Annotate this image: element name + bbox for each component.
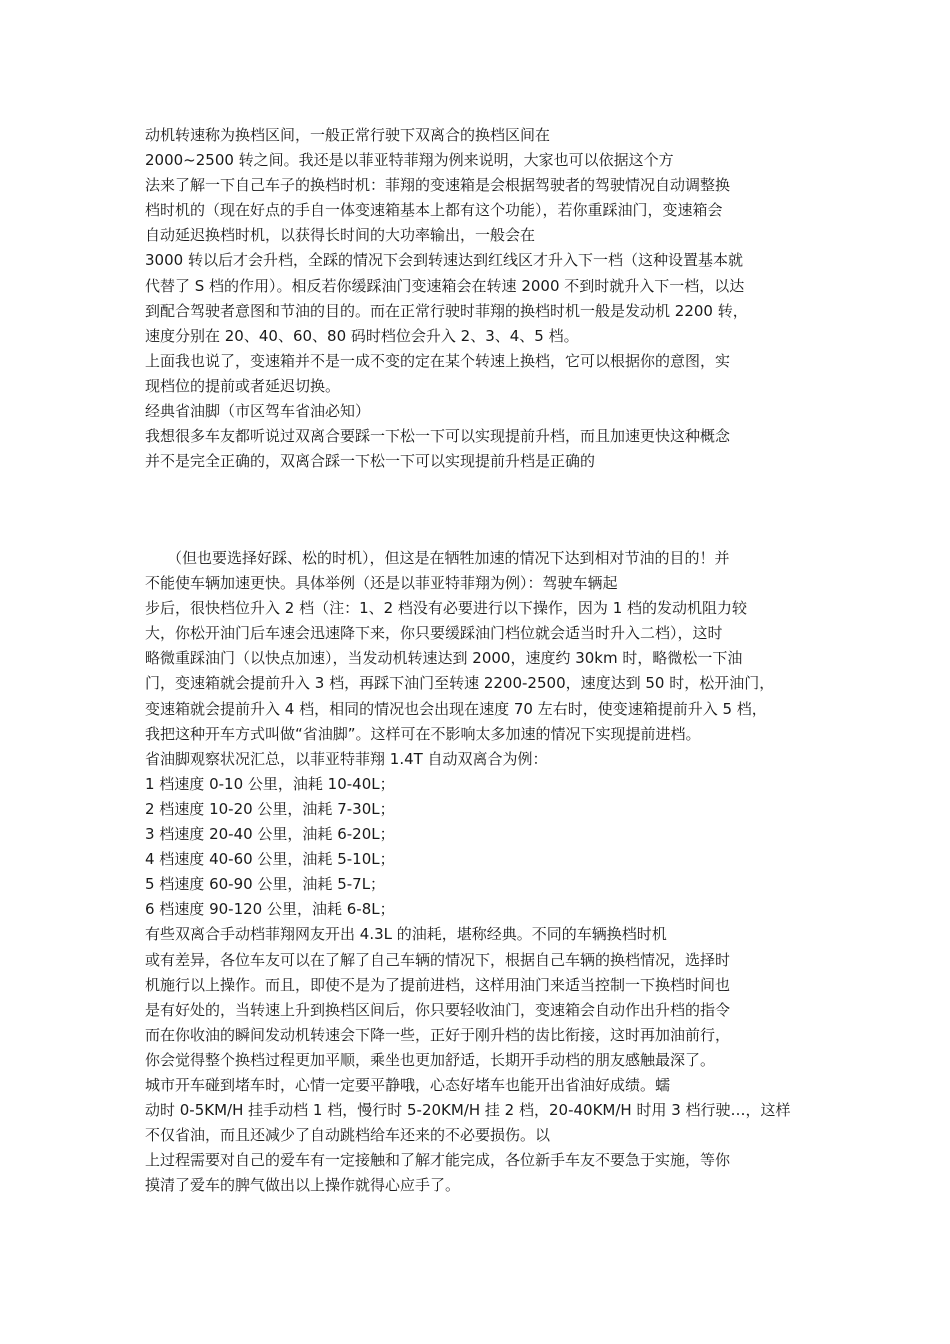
gear-list-item: 6 档速度 90-120 公里，油耗 6-8L； — [145, 900, 395, 919]
text-line: 摸清了爱车的脾气做出以上操作就得心应手了。 — [145, 1176, 461, 1195]
text-line: 是有好处的，当转速上升到换档区间后，你只要轻收油门，变速箱会自动作出升档的指令 — [145, 1000, 731, 1019]
gear-list-item: 4 档速度 40-60 公里，油耗 5-10L； — [145, 850, 395, 869]
text-line: 档时机的（现在好点的手自一体变速箱基本上都有这个功能），若你重踩油门，变速箱会 — [145, 201, 723, 220]
text-line: （但也要选择好踩、松的时机），但这是在牺牲加速的情况下达到相对节油的目的！并 — [167, 549, 730, 567]
text-line: 上面我也说了，变速箱并不是一成不变的定在某个转速上换档，它可以根据你的意图，实 — [145, 351, 731, 370]
text-line: 我想很多车友都听说过双离合要踩一下松一下可以实现提前升档，而且加速更快这种概念 — [145, 427, 731, 446]
gear-list-item: 5 档速度 60-90 公里，油耗 5-7L； — [145, 875, 386, 894]
section-heading: 经典省油脚（市区驾车省油必知） — [145, 402, 371, 421]
gear-list-item: 1 档速度 0-10 公里，油耗 10-40L； — [145, 774, 395, 793]
text-line: 到配合驾驶者意图和节油的目的。而在正常行驶时菲翔的换档时机一般是发动机 2200 转， — [145, 301, 748, 320]
text-section-1 — [145, 123, 815, 474]
text-line: 3000 转以后才会升档，全踩的情况下会到转速达到红线区才升入下一档（这种设置基本就 — [145, 251, 743, 270]
gear-list-item: 3 档速度 20-40 公里，油耗 6-20L； — [145, 825, 395, 844]
text-line: 或有差异，各位车友可以在了解了自己车辆的情况下，根据自己车辆的换档情况，选择时 — [145, 950, 731, 969]
text-line: 动时 0-5KM/H 挂手动档 1 档，慢行时 5-20KM/H 挂 2 档，20-40KM/H 时用 3 档行驶…，这样 — [145, 1101, 791, 1120]
text-line: 不仅省油，而且还减少了自动跳档给车还来的不必要损伤。以 — [145, 1126, 551, 1145]
text-line: 而在你收油的瞬间发动机转速会下降一些，正好于刚升档的齿比衔接，这时再加油前行， — [145, 1025, 731, 1044]
text-line: 变速箱就会提前升入 4 档，相同的情况也会出现在速度 70 左右时，使变速箱提前升入 5 档， — [145, 699, 767, 718]
text-line: 代替了 S 档的作用）。相反若你缓踩油门变速箱会在转速 2000 不到时就升入下一档，以达 — [145, 276, 745, 295]
text-line: 自动延迟换档时机，以获得长时间的大功率输出，一般会在 — [145, 226, 536, 245]
text-line: 机施行以上操作。而且，即使不是为了提前进档，这样用油门来适当控制一下换档时间也 — [145, 975, 731, 994]
text-line: 法来了解一下自己车子的换档时机：菲翔的变速箱是会根据驾驶者的驾驶情况自动调整换 — [145, 176, 731, 195]
text-line: 门，变速箱就会提前升入 3 档，再踩下油门至转速 2200-2500，速度达到 50 时，松开油门， — [145, 674, 775, 693]
text-line: 步后，很快档位升入 2 档（注：1、2 档没有必要进行以下操作，因为 1 档的发动机阻力较 — [145, 599, 748, 618]
text-line: 省油脚观察状况汇总，以菲亚特菲翔 1.4T 自动双离合为例： — [145, 749, 548, 768]
text-line: 大，你松开油门后车速会迅速降下来，你只要缓踩油门档位就会适当时升入二档），这时 — [145, 624, 723, 643]
gear-list-item: 2 档速度 10-20 公里，油耗 7-30L； — [145, 799, 395, 818]
text-section-2 — [145, 546, 815, 1198]
text-line: 现档位的提前或者延迟切换。 — [145, 376, 341, 395]
text-line: 2000~2500 转之间。我还是以菲亚特菲翔为例来说明，大家也可以依据这个方 — [145, 151, 674, 170]
text-line: 并不是完全正确的，双离合踩一下松一下可以实现提前升档是正确的 — [145, 452, 596, 471]
text-line: 不能使车辆加速更快。具体举例（还是以菲亚特菲翔为例）：驾驶车辆起 — [145, 574, 618, 593]
text-line: 动机转速称为换档区间，一般正常行驶下双离合的换档区间在 — [145, 126, 551, 144]
text-line: 略微重踩油门（以快点加速），当发动机转速达到 2000，速度约 30km 时，略微松一下油 — [145, 649, 743, 668]
text-line: 我把这种开车方式叫做“省油脚”。这样可在不影响太多加速的情况下实现提前进档。 — [145, 724, 701, 743]
text-line: 城市开车碰到堵车时，心情一定要平静哦，心态好堵车也能开出省油好成绩。蠕 — [145, 1075, 671, 1094]
text-line: 你会觉得整个换档过程更加平顺，乘坐也更加舒适，长期开手动档的朋友感触最深了。 — [145, 1050, 716, 1069]
text-line: 速度分别在 20、40、60、80 码时档位会升入 2、3、4、5 档。 — [145, 326, 579, 345]
text-line: 上过程需要对自己的爱车有一定接触和了解才能完成，各位新手车友不要急于实施，等你 — [145, 1151, 731, 1170]
text-line: 有些双离合手动档菲翔网友开出 4.3L 的油耗，堪称经典。不同的车辆换档时机 — [145, 925, 667, 944]
